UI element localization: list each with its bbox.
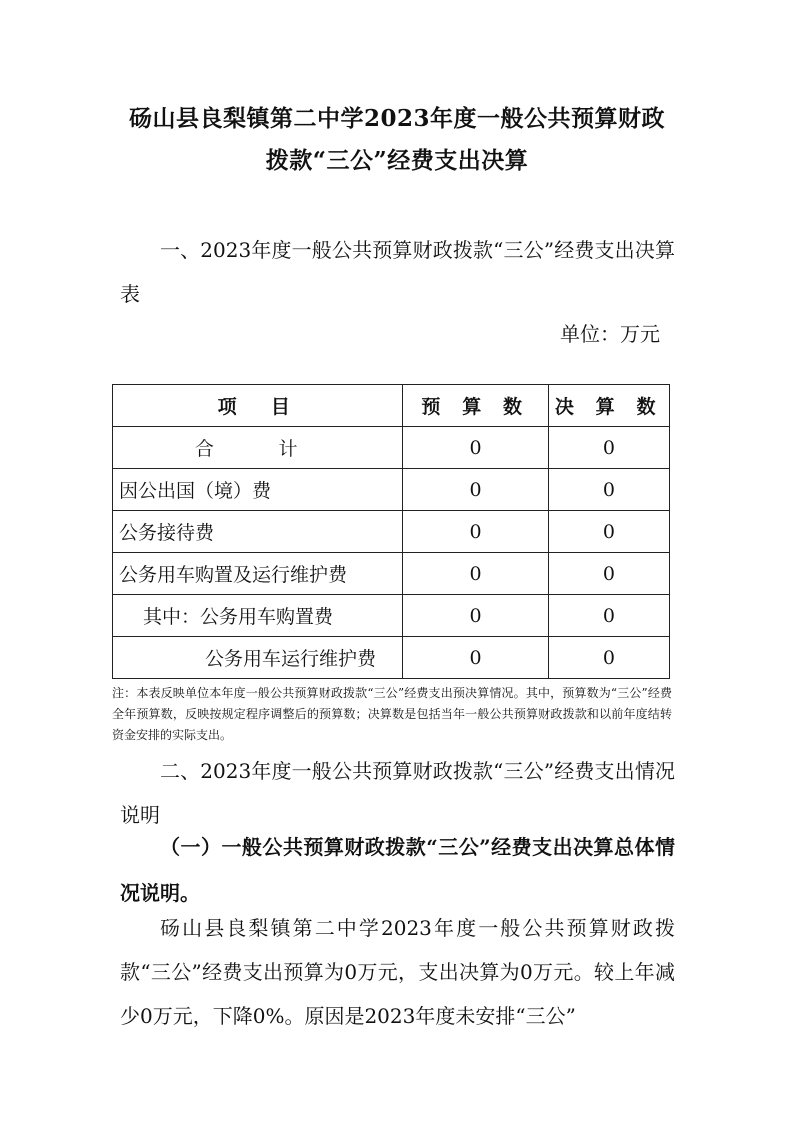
row-actual: 0 [548, 553, 669, 595]
unit-label: 单位：万元 [560, 322, 660, 346]
row-actual: 0 [548, 595, 669, 637]
row-actual: 0 [548, 469, 669, 511]
table-total-row [113, 427, 670, 469]
table-row [113, 637, 670, 679]
row-budget: 0 [403, 595, 549, 637]
row-actual: 0 [548, 511, 669, 553]
total-label: 合 计 [113, 427, 403, 469]
document-title-line-1: 砀山县良梨镇第二中学2023年度一般公共预算财政 [128, 105, 665, 132]
total-budget: 0 [403, 427, 549, 469]
row-actual: 0 [548, 637, 669, 679]
table-row [113, 469, 670, 511]
section-1-heading: 一、2023年度一般公共预算财政拨款“三公”经费支出决算表 [120, 238, 675, 306]
row-label: 公务用车购置及运行维护费 [113, 553, 403, 595]
row-budget: 0 [403, 511, 549, 553]
total-actual: 0 [548, 427, 669, 469]
row-label: 其中：公务用车购置费 [113, 595, 403, 637]
row-budget: 0 [403, 637, 549, 679]
body-paragraph: 砀山县良梨镇第二中学2023年度一般公共预算财政拨款“三公”经费支出预算为0万元，支出决算为0万元。较上年减少0万元，下降0%。原因是2023年度未安排“三公” [120, 916, 675, 1028]
section-2-heading: 二、2023年度一般公共预算财政拨款“三公”经费支出情况说明 [120, 759, 675, 827]
header-budget: 预 算 数 [403, 385, 549, 427]
table-row [113, 595, 670, 637]
three-public-expenses-table [112, 384, 670, 679]
header-item: 项 目 [113, 385, 403, 427]
row-budget: 0 [403, 553, 549, 595]
table-row [113, 511, 670, 553]
table-note: 注：本表反映单位本年度一般公共预算财政拨款“三公”经费支出预决算情况。其中，预算数为“三公”经费全年预算数，反映按规定程序调整后的预算数；决算数是包括当年一般公共预算财政拨款和以前年度结转资金安排的实际支出。 [112, 686, 672, 742]
subsection-1-heading: （一）一般公共预算财政拨款“三公”经费支出决算总体情况说明。 [120, 835, 675, 905]
document-title-line-2: 拨款“三公”经费支出决算 [265, 147, 529, 174]
header-actual: 决 算 数 [548, 385, 669, 427]
table-header-row [113, 385, 670, 427]
row-budget: 0 [403, 469, 549, 511]
row-label: 公务用车运行维护费 [113, 637, 403, 679]
row-label: 因公出国（境）费 [113, 469, 403, 511]
row-label: 公务接待费 [113, 511, 403, 553]
table-row [113, 553, 670, 595]
